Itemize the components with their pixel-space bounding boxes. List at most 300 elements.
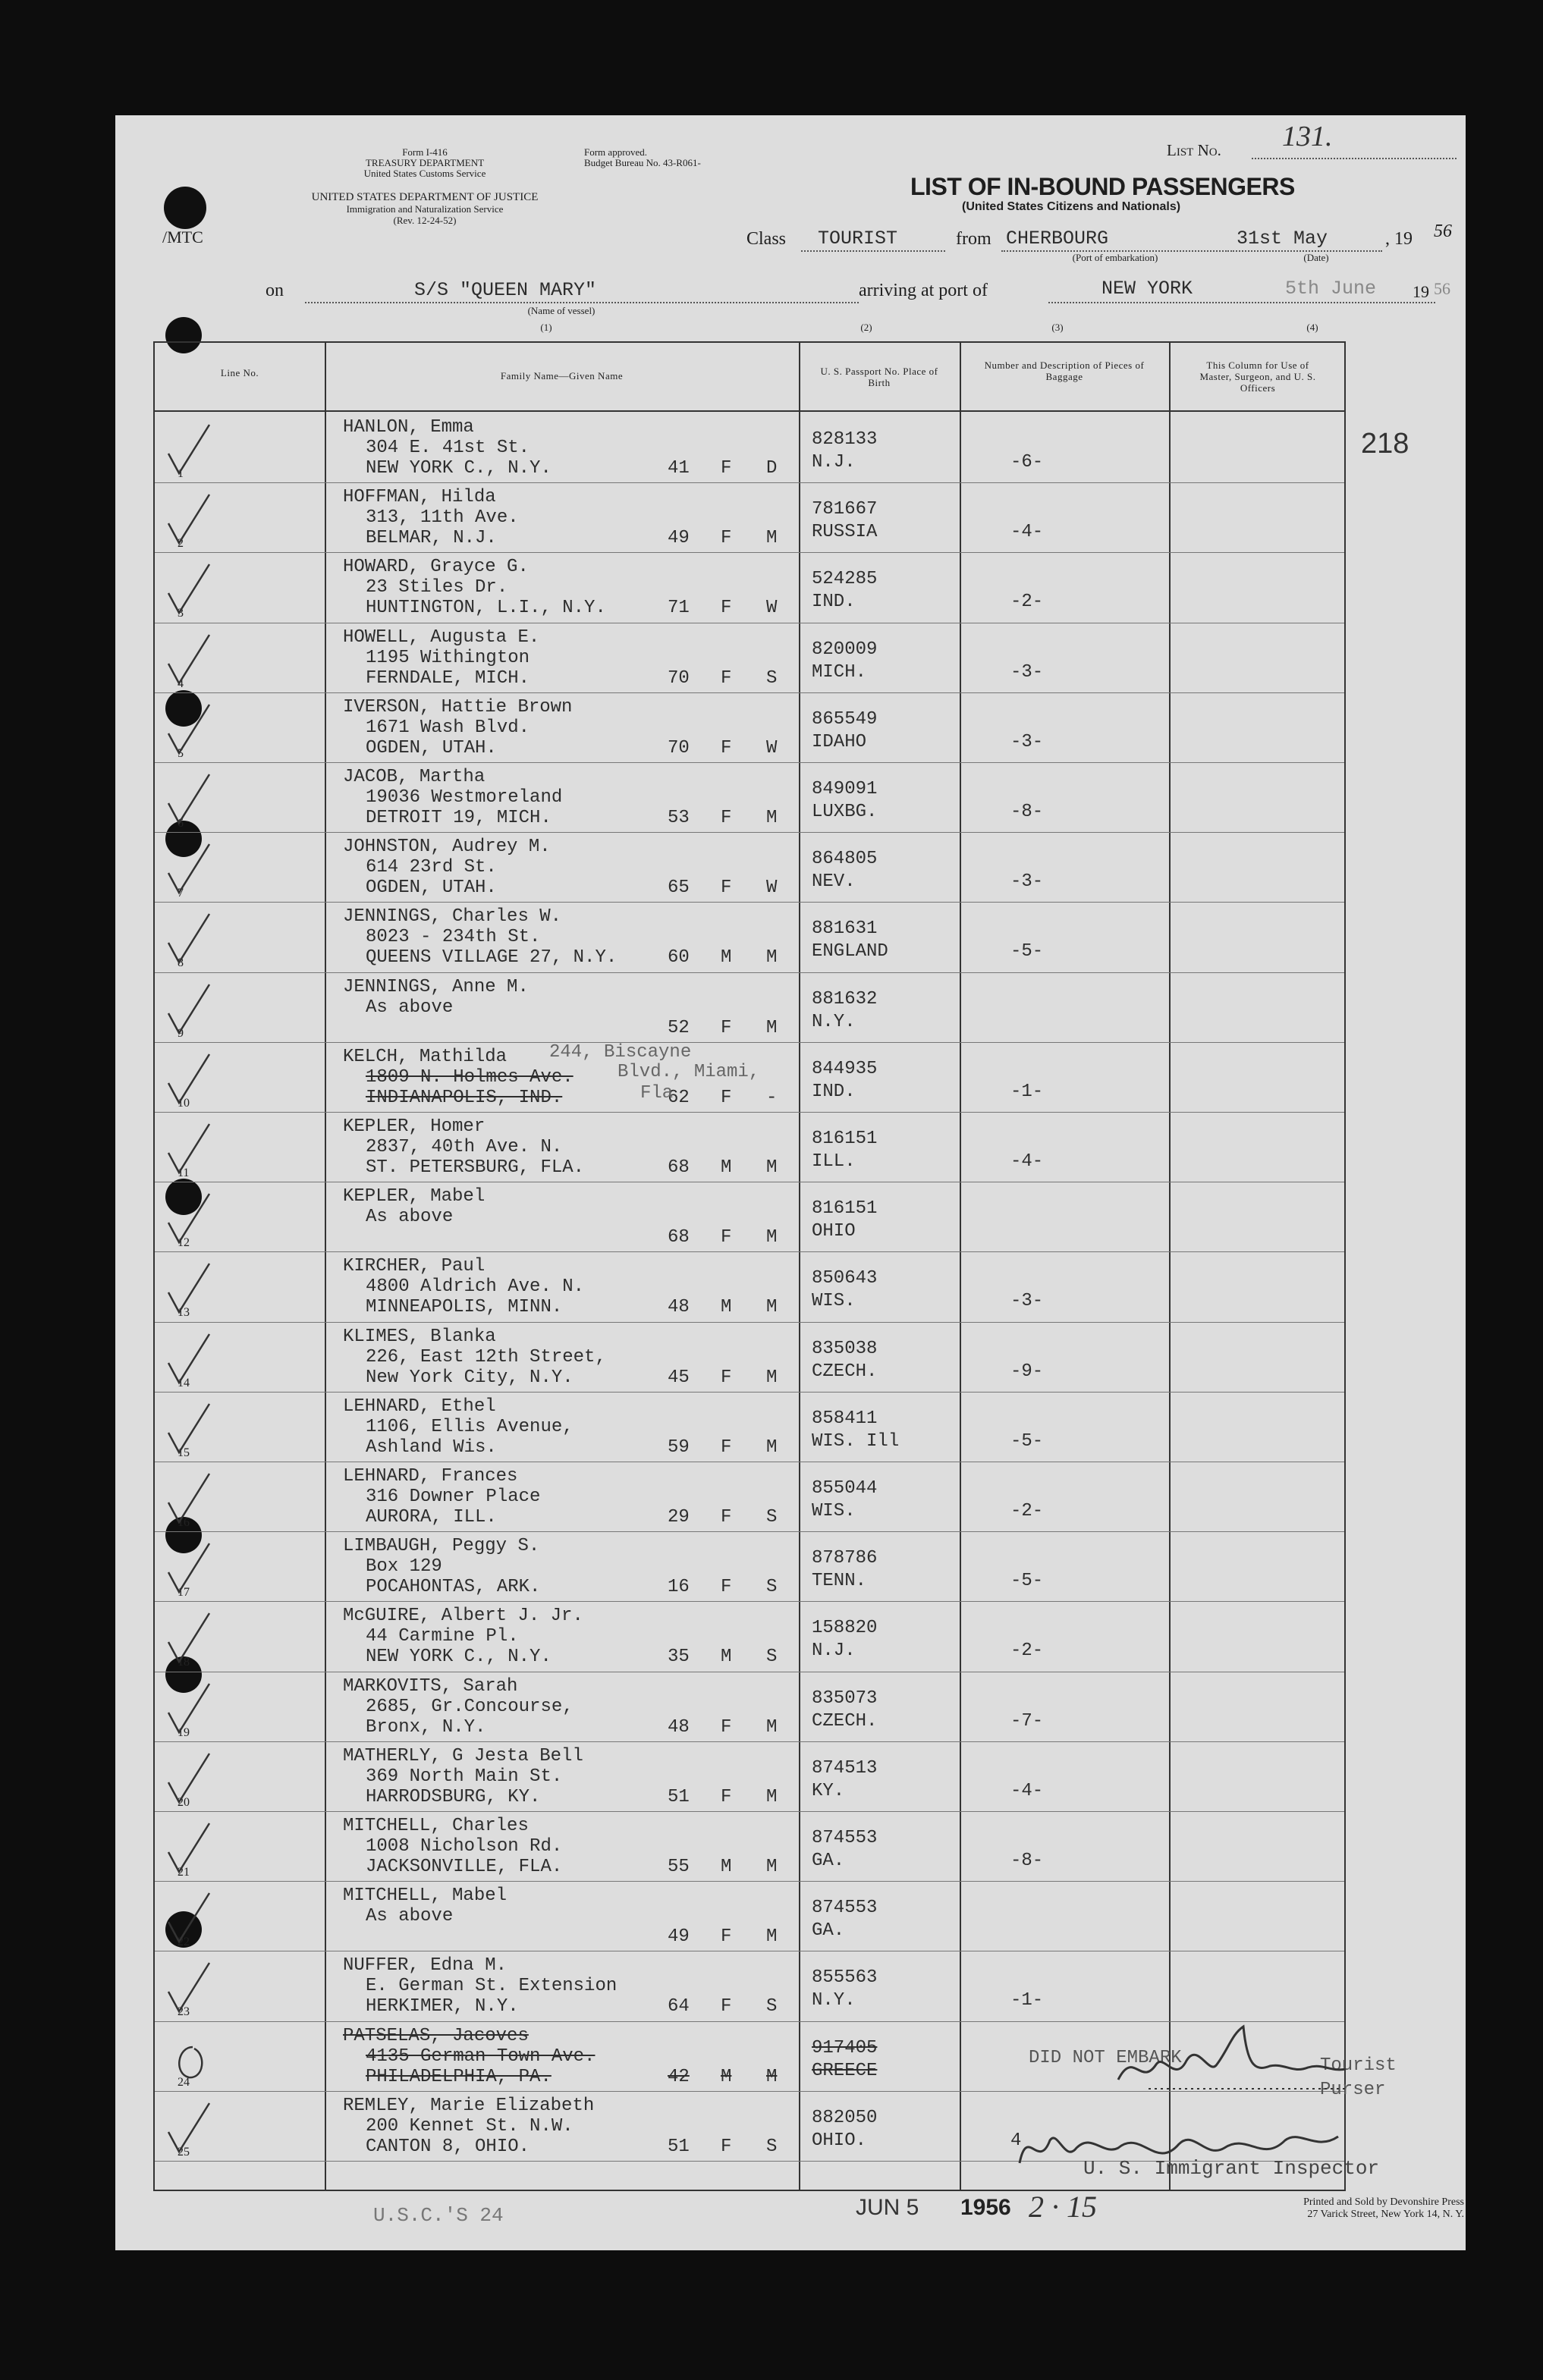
passenger-address-1: 614 23rd St. — [366, 857, 497, 878]
baggage-count: -5- — [1010, 1430, 1044, 1452]
port-caption: (Port of embarkation) — [1072, 252, 1158, 263]
check-mark — [162, 703, 215, 756]
passenger-name: McGUIRE, Albert J. Jr. — [343, 1606, 583, 1627]
year-value: 56 — [1434, 221, 1452, 241]
place-of-birth: N.Y. — [812, 1011, 856, 1032]
table-row — [155, 623, 1344, 693]
passenger-name: LEHNARD, Frances — [343, 1466, 518, 1487]
passenger-sex: F — [721, 1577, 732, 1598]
passenger-name: KIRCHER, Paul — [343, 1256, 486, 1277]
check-mark — [162, 1612, 215, 1665]
passenger-age: 71 — [668, 598, 690, 619]
budget-bureau: Budget Bureau No. 43-R061- — [584, 157, 701, 168]
table-row — [155, 1392, 1344, 1462]
place-of-birth: LUXBG. — [812, 802, 878, 822]
line-number: 24 — [178, 2075, 190, 2089]
passenger-sex: F — [721, 1436, 732, 1458]
line-number: 15 — [178, 1446, 190, 1459]
passport-number: 865549 — [812, 708, 878, 730]
passenger-address-2: NEW YORK C., N.Y. — [366, 1647, 552, 1668]
line-number: 19 — [178, 1725, 190, 1739]
baggage-count: -5- — [1010, 941, 1044, 962]
passenger-age: 52 — [668, 1017, 690, 1038]
passenger-age: 60 — [668, 947, 690, 969]
check-mark — [162, 1472, 215, 1525]
passenger-address-1: 304 E. 41st St. — [366, 438, 530, 458]
passenger-name: IVERSON, Hattie Brown — [343, 696, 573, 717]
column-number-2: (2) — [860, 322, 872, 333]
passenger-name: JOHNSTON, Audrey M. — [343, 837, 551, 858]
line-number: 12 — [178, 1236, 190, 1250]
marital-status: M — [766, 947, 778, 969]
arrival-year-prefix: 19 — [1413, 282, 1429, 301]
passport-number: 835073 — [812, 1688, 878, 1709]
passport-number: 882050 — [812, 2107, 878, 2128]
marital-status: S — [766, 1996, 778, 2017]
vessel-name: S/S "QUEEN MARY" — [414, 279, 597, 301]
marital-status: - — [766, 1087, 778, 1108]
table-row — [155, 1601, 1344, 1672]
check-mark — [162, 1122, 215, 1176]
marital-status: M — [766, 528, 778, 549]
line-number: 3 — [178, 607, 184, 620]
passenger-sex: F — [721, 1786, 732, 1807]
passenger-address-2: FERNDALE, MICH. — [366, 667, 530, 689]
line-number: 17 — [178, 1586, 190, 1600]
baggage-count: -7- — [1010, 1710, 1044, 1732]
marital-status: W — [766, 598, 778, 619]
vessel-caption: (Name of vessel) — [527, 305, 596, 316]
passport-number: 917405 — [812, 2037, 878, 2058]
line-number: 25 — [178, 2145, 190, 2159]
passenger-address-1: 1008 Nicholson Rd. — [366, 1836, 563, 1857]
officer-note: 218 — [1361, 428, 1409, 460]
column-header-passport: U. S. Passport No. Place of Birth — [820, 366, 938, 388]
baggage-count: -2- — [1010, 1641, 1044, 1662]
table-row — [155, 552, 1344, 623]
passenger-address-1: 19036 Westmoreland — [366, 787, 563, 808]
passenger-sex: F — [721, 528, 732, 549]
address-amendment: Blvd., Miami, — [618, 1061, 760, 1082]
passenger-age: 16 — [668, 1577, 690, 1598]
place-of-birth: NEV. — [812, 871, 856, 893]
marital-status: W — [766, 878, 778, 899]
passenger-sex: M — [721, 1297, 732, 1318]
passport-number: 874553 — [812, 1828, 878, 1848]
passport-number: 835038 — [812, 1338, 878, 1359]
baggage-count: -4- — [1010, 1151, 1044, 1172]
table-row — [155, 1042, 1344, 1113]
passenger-address-2: OGDEN, UTAH. — [366, 737, 497, 758]
line-number: 16 — [178, 1516, 190, 1529]
passenger-name: JENNINGS, Charles W. — [343, 906, 562, 928]
passenger-age: 41 — [668, 458, 690, 479]
treasury-dept: TREASURY DEPARTMENT — [365, 157, 485, 168]
line-number: 6 — [178, 817, 184, 830]
passport-number: 844935 — [812, 1058, 878, 1079]
table-row — [155, 1741, 1344, 1812]
passenger-sex: F — [721, 1996, 732, 2017]
baggage-count: -2- — [1010, 592, 1044, 613]
place-of-birth: TENN. — [812, 1571, 867, 1592]
passenger-age: 59 — [668, 1436, 690, 1458]
place-of-birth: WIS. — [812, 1291, 856, 1312]
line-number: 7 — [178, 887, 184, 900]
check-mark — [162, 1192, 215, 1245]
arrival-year: 56 — [1434, 279, 1450, 298]
baggage-count: -3- — [1010, 661, 1044, 683]
passenger-address-2: New York City, N.Y. — [366, 1367, 574, 1388]
passenger-name: JACOB, Martha — [343, 767, 486, 787]
passenger-age: 65 — [668, 878, 690, 899]
passport-number: 855563 — [812, 1967, 878, 1989]
passenger-sex: M — [721, 1857, 732, 1877]
baggage-count: -2- — [1010, 1501, 1044, 1521]
table-row — [155, 1881, 1344, 1951]
column-header-officers: This Column for Use of Master, Surgeon, and U. S. Officers — [1199, 360, 1316, 394]
check-mark — [162, 633, 215, 686]
place-of-birth: GA. — [812, 1920, 845, 1942]
passenger-address-2: HERKIMER, N.Y. — [366, 1996, 519, 2017]
passenger-name: MARKOVITS, Sarah — [343, 1675, 518, 1697]
passenger-address-1: 1106, Ellis Avenue, — [366, 1416, 574, 1437]
place-of-birth: GA. — [812, 1851, 845, 1871]
table-row — [155, 762, 1344, 833]
inspector-title: U. S. Immigrant Inspector — [1083, 2157, 1380, 2180]
line-number: 20 — [178, 1795, 190, 1809]
passport-number: 816151 — [812, 1129, 878, 1149]
place-of-birth: N.J. — [812, 452, 856, 473]
check-mark — [162, 912, 215, 966]
line-number: 2 — [178, 537, 184, 551]
passenger-address-2: HARRODSBURG, KY. — [366, 1786, 541, 1807]
passenger-address-2: ST. PETERSBURG, FLA. — [366, 1157, 585, 1178]
receipt-handwritten-number: 2 · 15 — [1029, 2190, 1097, 2224]
line-number: 21 — [178, 1866, 190, 1879]
passport-number: 828133 — [812, 429, 878, 450]
place-of-birth: IND. — [812, 1081, 856, 1102]
baggage-count: -3- — [1010, 871, 1044, 893]
check-mark — [162, 983, 215, 1036]
passenger-name: JENNINGS, Anne M. — [343, 976, 529, 997]
passenger-name: KELCH, Mathilda — [343, 1046, 508, 1067]
passenger-age: 29 — [668, 1507, 690, 1528]
place-of-birth: IDAHO — [812, 731, 867, 752]
passenger-address-2: CANTON 8, OHIO. — [366, 2136, 530, 2157]
form-revision: (Rev. 12-24-52) — [393, 215, 457, 226]
marital-status: S — [766, 1577, 778, 1598]
address-amendment: 244, Biscayne — [549, 1041, 692, 1063]
passenger-address-1: 2837, 40th Ave. N. — [366, 1137, 563, 1157]
check-mark — [162, 1822, 215, 1875]
class-label: Class — [746, 229, 787, 249]
purser-signature — [1103, 2019, 1361, 2102]
passenger-sex: F — [721, 878, 732, 899]
table-row — [155, 413, 1344, 483]
table-row — [155, 1811, 1344, 1882]
passenger-address-1: As above — [366, 1207, 454, 1228]
line-number: 18 — [178, 1656, 190, 1669]
marital-status: M — [766, 1857, 778, 1877]
port-embarkation: CHERBOURG — [1006, 228, 1109, 250]
baggage-count: -8- — [1010, 1851, 1044, 1871]
line-number: 11 — [178, 1166, 190, 1179]
table-row — [155, 832, 1344, 903]
mtc-mark: /MTC — [162, 228, 203, 246]
passenger-name: NUFFER, Edna M. — [343, 1955, 508, 1977]
passenger-name: MITCHELL, Mabel — [343, 1885, 508, 1907]
passenger-age: 49 — [668, 528, 690, 549]
check-mark — [162, 2102, 215, 2155]
place-of-birth: N.Y. — [812, 1990, 856, 2011]
check-mark — [162, 493, 215, 546]
passenger-name: HOWELL, Augusta E. — [343, 626, 540, 648]
passenger-address-2: JACKSONVILLE, FLA. — [366, 1857, 563, 1877]
circle-mark — [162, 2032, 215, 2085]
place-of-birth: ENGLAND — [812, 941, 888, 962]
passenger-address-1: 23 Stiles Dr. — [366, 577, 508, 598]
marital-status: M — [766, 1367, 778, 1388]
baggage-count: 4 — [1010, 2130, 1022, 2151]
customs-service: United States Customs Service — [363, 168, 486, 179]
passenger-address-1: 226, East 12th Street, — [366, 1346, 606, 1367]
line-number: 4 — [178, 677, 184, 690]
check-mark — [162, 843, 215, 896]
table-row — [155, 1951, 1344, 2021]
passenger-address-2: POCAHONTAS, ARK. — [366, 1577, 541, 1598]
baggage-count: -6- — [1010, 452, 1044, 473]
footer-code: U.S.C.'S 24 — [373, 2204, 504, 2227]
marital-status: S — [766, 1507, 778, 1528]
line-number: 1 — [178, 467, 184, 480]
passenger-name: REMLEY, Marie Elizabeth — [343, 2095, 595, 2116]
baggage-count: -3- — [1010, 1291, 1044, 1312]
table-row — [155, 1112, 1344, 1182]
place-of-birth: CZECH. — [812, 1361, 878, 1382]
passenger-sex: F — [721, 1087, 732, 1108]
line-number: 8 — [178, 956, 184, 970]
passenger-address-2: HUNTINGTON, L.I., N.Y. — [366, 598, 606, 619]
passenger-age: 64 — [668, 1996, 690, 2017]
passenger-address-1: E. German St. Extension — [366, 1976, 618, 1997]
baggage-count: -1- — [1010, 1081, 1044, 1102]
table-row — [155, 1672, 1344, 1742]
passport-number: 874553 — [812, 1898, 878, 1919]
marital-status: S — [766, 2136, 778, 2157]
column-number-3: (3) — [1051, 322, 1064, 333]
arrival-port: NEW YORK — [1101, 278, 1193, 300]
passenger-age: 62 — [668, 1087, 690, 1108]
place-of-birth: WIS. — [812, 1501, 856, 1521]
printer-line-2: 27 Varick Street, New York 14, N. Y. — [1307, 2209, 1464, 2220]
punch-hole — [164, 187, 206, 229]
passport-number: 874513 — [812, 1757, 878, 1779]
passenger-age: 49 — [668, 1926, 690, 1948]
marital-status: M — [766, 1926, 778, 1948]
passport-number: 816151 — [812, 1198, 878, 1220]
receipt-stamp-month: JUN 5 — [856, 2195, 919, 2220]
passenger-address-1: 316 Downer Place — [366, 1487, 541, 1507]
passport-number: 881632 — [812, 988, 878, 1009]
passport-number: 864805 — [812, 849, 878, 870]
passport-number: 524285 — [812, 569, 878, 590]
passenger-age: 70 — [668, 737, 690, 758]
table-row — [155, 1462, 1344, 1532]
baggage-count: -9- — [1010, 1361, 1044, 1382]
passenger-name: KLIMES, Blanka — [343, 1326, 496, 1347]
table-row — [155, 1531, 1344, 1602]
marital-status: M — [766, 1227, 778, 1248]
line-number: 10 — [178, 1096, 190, 1110]
table-row — [155, 482, 1344, 553]
passport-number: 820009 — [812, 639, 878, 660]
passenger-name: KEPLER, Homer — [343, 1116, 486, 1137]
passenger-age: 70 — [668, 667, 690, 689]
column-header-baggage: Number and Description of Pieces of Baggage — [984, 360, 1145, 382]
list-no-label: List No. — [1167, 141, 1221, 159]
table-row — [155, 1322, 1344, 1393]
passport-number: 855044 — [812, 1478, 878, 1499]
year-prefix: , 19 — [1385, 229, 1413, 249]
passenger-sex: F — [721, 458, 732, 479]
address-amendment: Fla — [640, 1082, 674, 1104]
check-mark — [162, 1682, 215, 1735]
passport-number: 781667 — [812, 499, 878, 520]
passenger-sex: M — [721, 947, 732, 969]
check-mark — [162, 563, 215, 616]
place-of-birth: IND. — [812, 592, 856, 613]
check-mark — [162, 1333, 215, 1386]
passenger-name: LIMBAUGH, Peggy S. — [343, 1536, 540, 1557]
marital-status: S — [766, 1647, 778, 1668]
check-mark — [162, 423, 215, 476]
place-of-birth: MICH. — [812, 661, 867, 683]
passenger-address-1: 313, 11th Ave. — [366, 507, 519, 529]
tourist-label: Tourist — [1320, 2055, 1397, 2076]
passenger-name: KEPLER, Mabel — [343, 1186, 486, 1207]
passenger-address-2: MINNEAPOLIS, MINN. — [366, 1297, 563, 1318]
passenger-sex: F — [721, 737, 732, 758]
passenger-name: MITCHELL, Charles — [343, 1816, 529, 1836]
passenger-sex: F — [721, 667, 732, 689]
passenger-age: 51 — [668, 1786, 690, 1807]
check-mark — [162, 1402, 215, 1455]
line-number: 9 — [178, 1026, 184, 1040]
passenger-table — [153, 341, 1409, 2191]
passenger-sex: F — [721, 598, 732, 619]
marital-status: S — [766, 667, 778, 689]
passenger-sex: F — [721, 2136, 732, 2157]
justice-dept: UNITED STATES DEPARTMENT OF JUSTICE — [311, 191, 539, 203]
passenger-name: HOWARD, Grayce G. — [343, 557, 529, 578]
passenger-address-2: Ashland Wis. — [366, 1436, 497, 1458]
from-label: from — [956, 229, 991, 249]
marital-status: M — [766, 1017, 778, 1038]
passenger-sex: F — [721, 1367, 732, 1388]
passenger-sex: F — [721, 1716, 732, 1738]
passenger-address-1: 44 Carmine Pl. — [366, 1626, 519, 1647]
line-number: 14 — [178, 1376, 190, 1389]
passenger-age: 68 — [668, 1227, 690, 1248]
passenger-name: PATSELAS, Jacoves — [343, 2025, 529, 2046]
marital-status: M — [766, 1716, 778, 1738]
form-title: LIST OF IN-BOUND PASSENGERS — [910, 173, 1295, 200]
passenger-sex: F — [721, 1507, 732, 1528]
printer-line-1: Printed and Sold by Devonshire Press — [1303, 2196, 1464, 2208]
passenger-age: 55 — [668, 1857, 690, 1877]
passenger-address-1: 2685, Gr.Concourse, — [366, 1696, 574, 1717]
passenger-name: HOFFMAN, Hilda — [343, 487, 496, 508]
passenger-address-1: 1195 Withington — [366, 647, 530, 668]
passport-number: 850643 — [812, 1268, 878, 1289]
place-of-birth: WIS. Ill — [812, 1430, 900, 1452]
column-header-name: Family Name—Given Name — [500, 370, 624, 381]
marital-status: M — [766, 1157, 778, 1178]
baggage-count: -4- — [1010, 1780, 1044, 1801]
table-row — [155, 972, 1344, 1043]
passenger-address-1: 1809 N. Holmes Ave. — [366, 1066, 574, 1088]
receipt-stamp-year: 1956 — [960, 2195, 1011, 2220]
column-number-4: (4) — [1306, 322, 1318, 333]
passenger-address-2: Bronx, N.Y. — [366, 1716, 486, 1738]
passenger-sex: F — [721, 1227, 732, 1248]
place-of-birth: ILL. — [812, 1151, 856, 1172]
passenger-address-1: 369 North Main St. — [366, 1766, 563, 1787]
passenger-address-1: 8023 - 234th St. — [366, 927, 541, 948]
marital-status: M — [766, 1786, 778, 1807]
table-row — [155, 902, 1344, 972]
place-of-birth: CZECH. — [812, 1710, 878, 1732]
passport-number: 878786 — [812, 1548, 878, 1569]
arrival-date: 5th June — [1285, 278, 1377, 300]
place-of-birth: N.J. — [812, 1641, 856, 1662]
baggage-count: -5- — [1010, 1571, 1044, 1592]
passenger-age: 45 — [668, 1367, 690, 1388]
marital-status: M — [766, 1297, 778, 1318]
passenger-address-1: As above — [366, 1906, 454, 1927]
date-caption: (Date) — [1303, 252, 1329, 263]
marital-status: D — [766, 458, 778, 479]
check-mark — [162, 1542, 215, 1595]
passenger-name: MATHERLY, G Jesta Bell — [343, 1745, 583, 1766]
table-row — [155, 692, 1344, 763]
passenger-address-1: 1671 Wash Blvd. — [366, 717, 530, 738]
passenger-sex: F — [721, 1017, 732, 1038]
passenger-name: HANLON, Emma — [343, 417, 474, 438]
check-mark — [162, 1892, 215, 1945]
passenger-address-1: As above — [366, 997, 454, 1018]
line-number: 22 — [178, 1936, 190, 1949]
passenger-address-2: AURORA, ILL. — [366, 1507, 497, 1528]
check-mark — [162, 1752, 215, 1805]
passenger-address-1: 200 Kennet St. N.W. — [366, 2115, 574, 2137]
passenger-address-1: 4800 Aldrich Ave. N. — [366, 1276, 585, 1298]
passenger-address-2: INDIANAPOLIS, IND. — [366, 1087, 563, 1108]
passport-number: 158820 — [812, 1618, 878, 1639]
check-mark — [162, 1053, 215, 1106]
passenger-age: 53 — [668, 808, 690, 828]
form-approved: Form approved. — [584, 146, 648, 158]
baggage-count: -4- — [1010, 522, 1044, 543]
passenger-sex: F — [721, 808, 732, 828]
passenger-age: 48 — [668, 1716, 690, 1738]
passenger-sex: M — [721, 1647, 732, 1668]
table-row — [155, 1251, 1344, 1322]
passenger-age: 42 — [668, 2066, 690, 2087]
marital-status: M — [766, 1436, 778, 1458]
arriving-label: arriving at port of — [859, 281, 988, 300]
place-of-birth: RUSSIA — [812, 522, 878, 543]
